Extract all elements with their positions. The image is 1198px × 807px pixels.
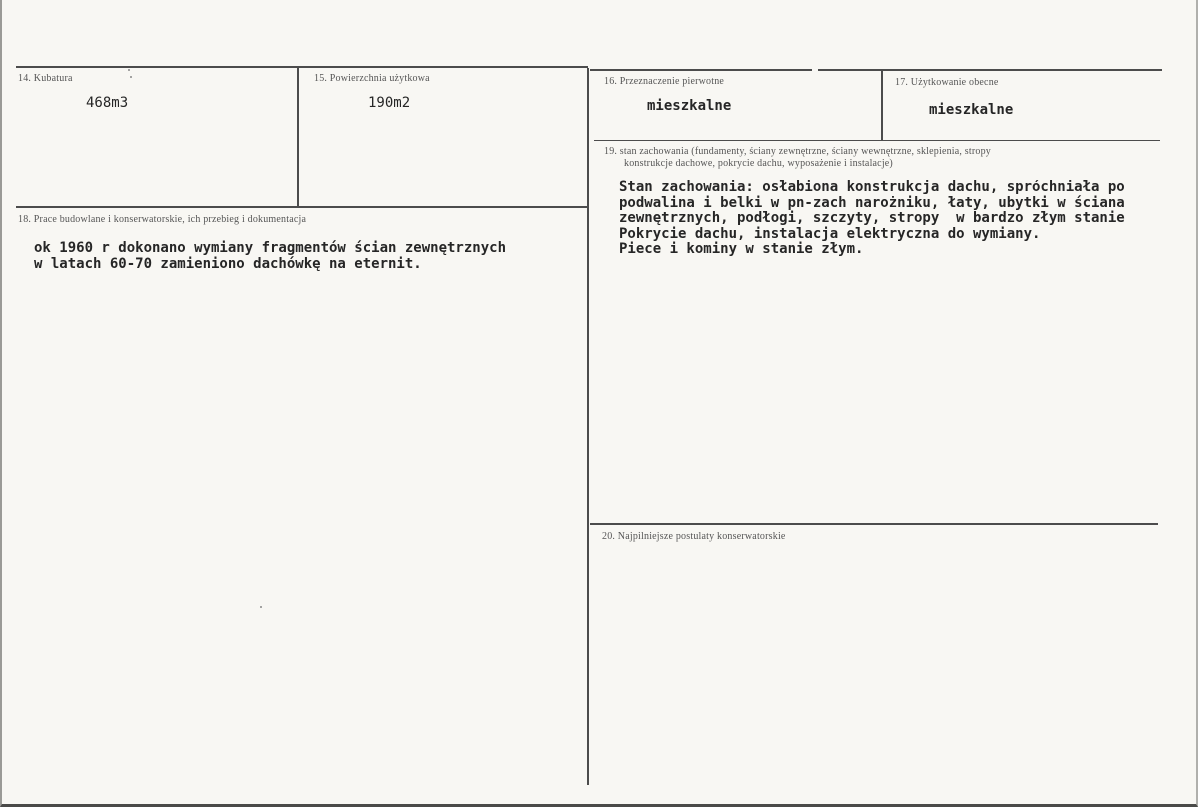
field-19-label-line2: konstrukcje dachowe, pokrycie dachu, wyposażenie i instalacje): [624, 158, 893, 169]
rule-below-16-17: [594, 140, 1160, 141]
field-20-label: 20. Najpilniejsze postulaty konserwatorskie: [602, 531, 786, 542]
field-19-line: Stan zachowania: osłabiona konstrukcja dachu, spróchniała po: [619, 180, 1125, 195]
field-18-text: [34, 241, 506, 272]
field-16-label: 16. Przeznaczenie pierwotne: [604, 76, 725, 87]
divider-14-15: [297, 68, 299, 206]
field-18-label: 18. Prace budowlane i konserwatorskie, ich przebieg i dokumentacja: [18, 214, 307, 225]
field-19-text: [619, 180, 1198, 258]
field-14-label: 14. Kubatura: [18, 73, 73, 84]
field-15-value: 190m2: [368, 95, 411, 111]
field-19-line: podwalina i belki w pn-zach narożniku, łaty, ubytki w ściana: [619, 194, 1125, 211]
field-14-value: 468m3: [86, 95, 129, 111]
divider-16-17: [881, 70, 883, 140]
field-15-label: 15. Powierzchnia użytkowa: [314, 73, 430, 84]
field-18-line: ok 1960 r dokonano wymiany fragmentów ścian zewnętrznych: [34, 240, 507, 256]
field-19-label-line1: 19. stan zachowania (fundamenty, ściany zewnętrzne, ściany wewnętrzne, sklepienia, stropy: [604, 146, 992, 157]
main-column-divider: [587, 68, 589, 785]
field-16-value: mieszkalne: [647, 98, 732, 114]
field-19-line: Piece i kominy w stanie złym.: [619, 241, 864, 257]
field-17-value: mieszkalne: [929, 102, 1014, 118]
scan-speck: [260, 606, 262, 608]
field-19-line: Pokrycie dachu, instalacja elektryczna do wymiany.: [619, 225, 1041, 242]
field-19-line: zewnętrznych, podłogi, szczyty, stropy w bardzo złym stanie: [619, 210, 1125, 226]
scan-speck: [130, 76, 132, 78]
rule-above-20: [590, 523, 1158, 525]
top-rule-mid: [590, 69, 812, 71]
top-rule-left: [16, 66, 588, 68]
field-17-label: 17. Użytkowanie obecne: [895, 77, 999, 88]
field-18-line: w latach 60-70 zamieniono dachówkę na eternit.: [34, 255, 422, 272]
top-rule-right: [818, 69, 1162, 71]
scan-speck: [128, 69, 130, 71]
rule-below-14-15: [16, 206, 588, 208]
